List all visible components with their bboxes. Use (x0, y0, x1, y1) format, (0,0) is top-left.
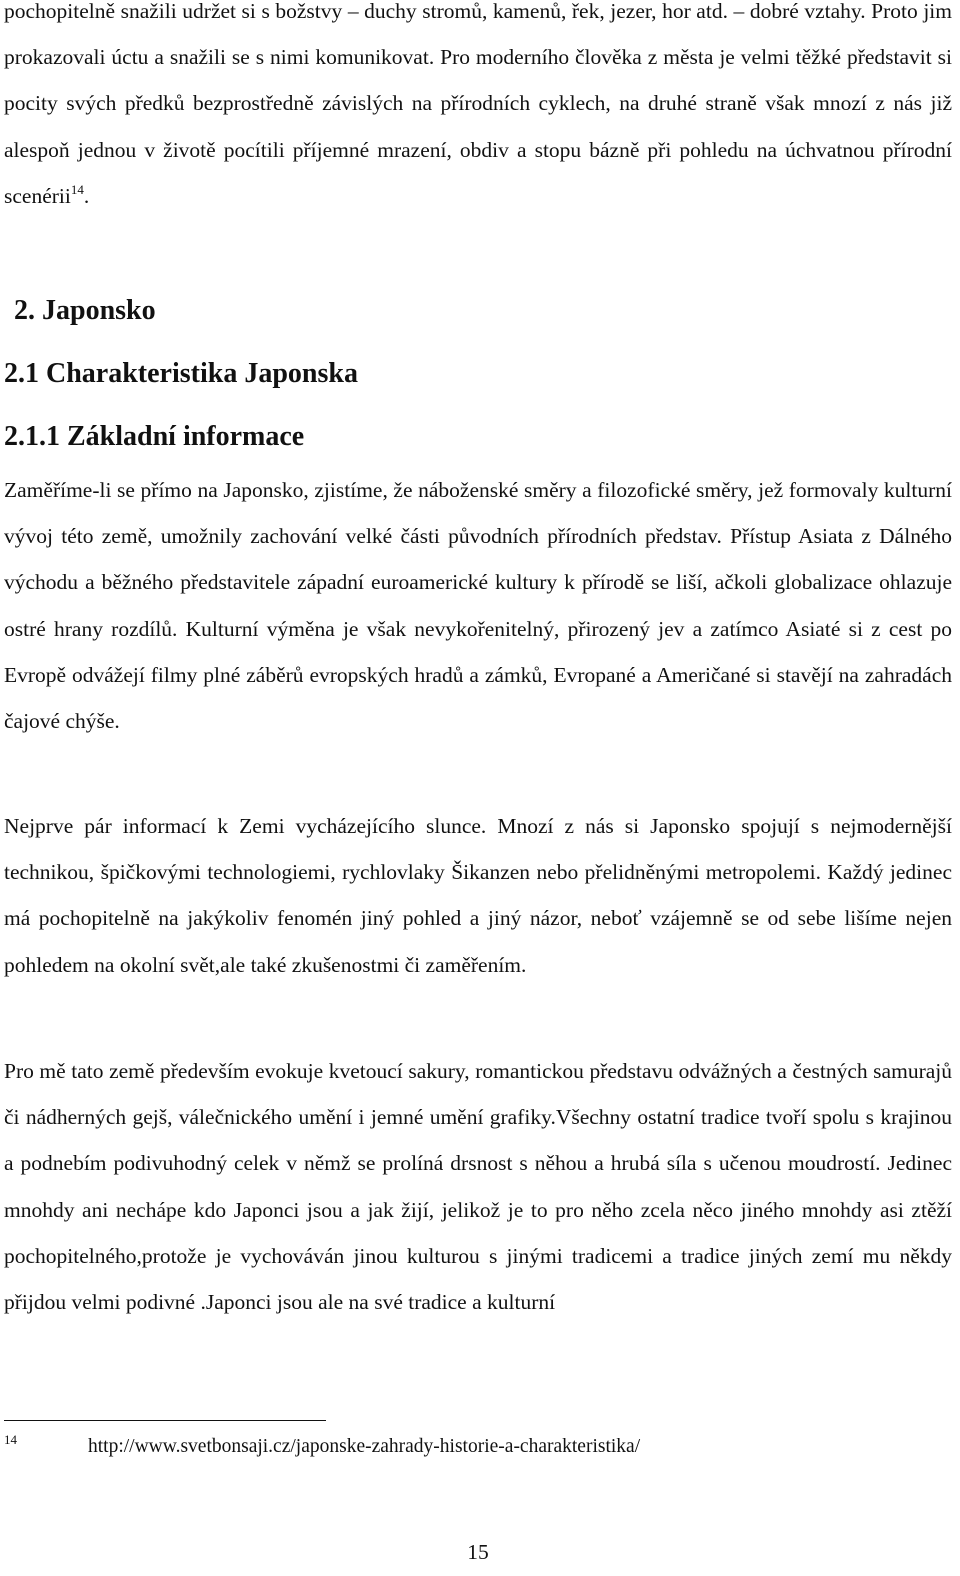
footnote-separator (4, 1420, 326, 1421)
footnote-number: 14 (4, 1432, 17, 1447)
intro-text: pochopitelně snažili udržet si s božstvy – duchy stromů, kamenů, řek, jezer, hor atd. – dobré vztahy. Proto jim prokazovali úctu a snažili se s nimi komunikovat. Pro moderního člověka z města je velmi těžké představit si pocity svých předků bezprostředně závislých na přírodních cyklech, na druhé straně však mnozí z nás již alespoň jednou v životě pocítili příjemné mrazení, obdiv a stopu bázně při pohledu na úchvatnou přírodní scenérii (4, 0, 952, 208)
paragraph: Zaměříme-li se přímo na Japonsko, zjistíme, že náboženské směry a filozofické směry, jež formovaly kulturní vývoj této země, umožnily zachování velké části původních přírodních představ. Přístup Asiata z Dálného východu a běžného představitele západní euroamerické kultury k přírodě se liší, ačkoli globalizace ohlazuje ostré hrany rozdílů. Kulturní výměna je však nevykořenitelný, přirozený jev a zatímco Asiaté si z cest po Evropě odvážejí filmy plné záběrů evropských hradů a zámků, Evropané a Američané si stavějí na zahradách čajové chýše. (4, 478, 952, 734)
footnote-reference[interactable]: 14 (70, 181, 84, 197)
intro-end: . (83, 183, 90, 208)
page-number: 15 (467, 1540, 489, 1564)
intro-paragraph (4, 0, 952, 219)
paragraph: Pro mě tato země především evokuje kvetoucí sakury, romantickou představu odvážných a čestných samurajů či nádherných gejš, válečnického umění i jemné umění grafiky.Všechny ostatní tradice tvoří spolu s krajinou a podnebím podivuhodný celek v němž se prolíná drsnost s něhou a hrubá síla s učenou moudrostí. Jedinec mnohdy ani nechápe kdo Japonci jsou a jak žijí, jelikož je to pro něho zcela něco jiného mnohdy asi ztěží pochopitelného,protože je vychováván jinou kulturou s jinými tradicemi a tradice jiných zemí mu někdy přijdou velmi podivné .Japonci jsou ale na své tradice a kulturní (4, 1059, 952, 1315)
paragraph: Nejprve pár informací k Zemi vycházejícího slunce. Mnozí z nás si Japonsko spojují s nejmodernější technikou, špičkovými technologiemi, rychlovlaky Šikanzen nebo přelidněnými metropolemi. Každý jedinec má pochopitelně na jakýkoliv fenomén jiný pohled a jiný názor, neboť vzájemně se od sebe lišíme nejen pohledem na okolní svět,ale také zkušenostmi či zaměřením. (4, 814, 952, 977)
chapter-heading: 2. Japonsko (14, 295, 156, 326)
footnote-link[interactable]: http://www.svetbonsaji.cz/japonske-zahrady-historie-a-charakteristika/ (88, 1436, 641, 1457)
section-heading: 2.1 Charakteristika Japonska (4, 358, 358, 389)
subsection-heading: 2.1.1 Základní informace (4, 421, 305, 452)
